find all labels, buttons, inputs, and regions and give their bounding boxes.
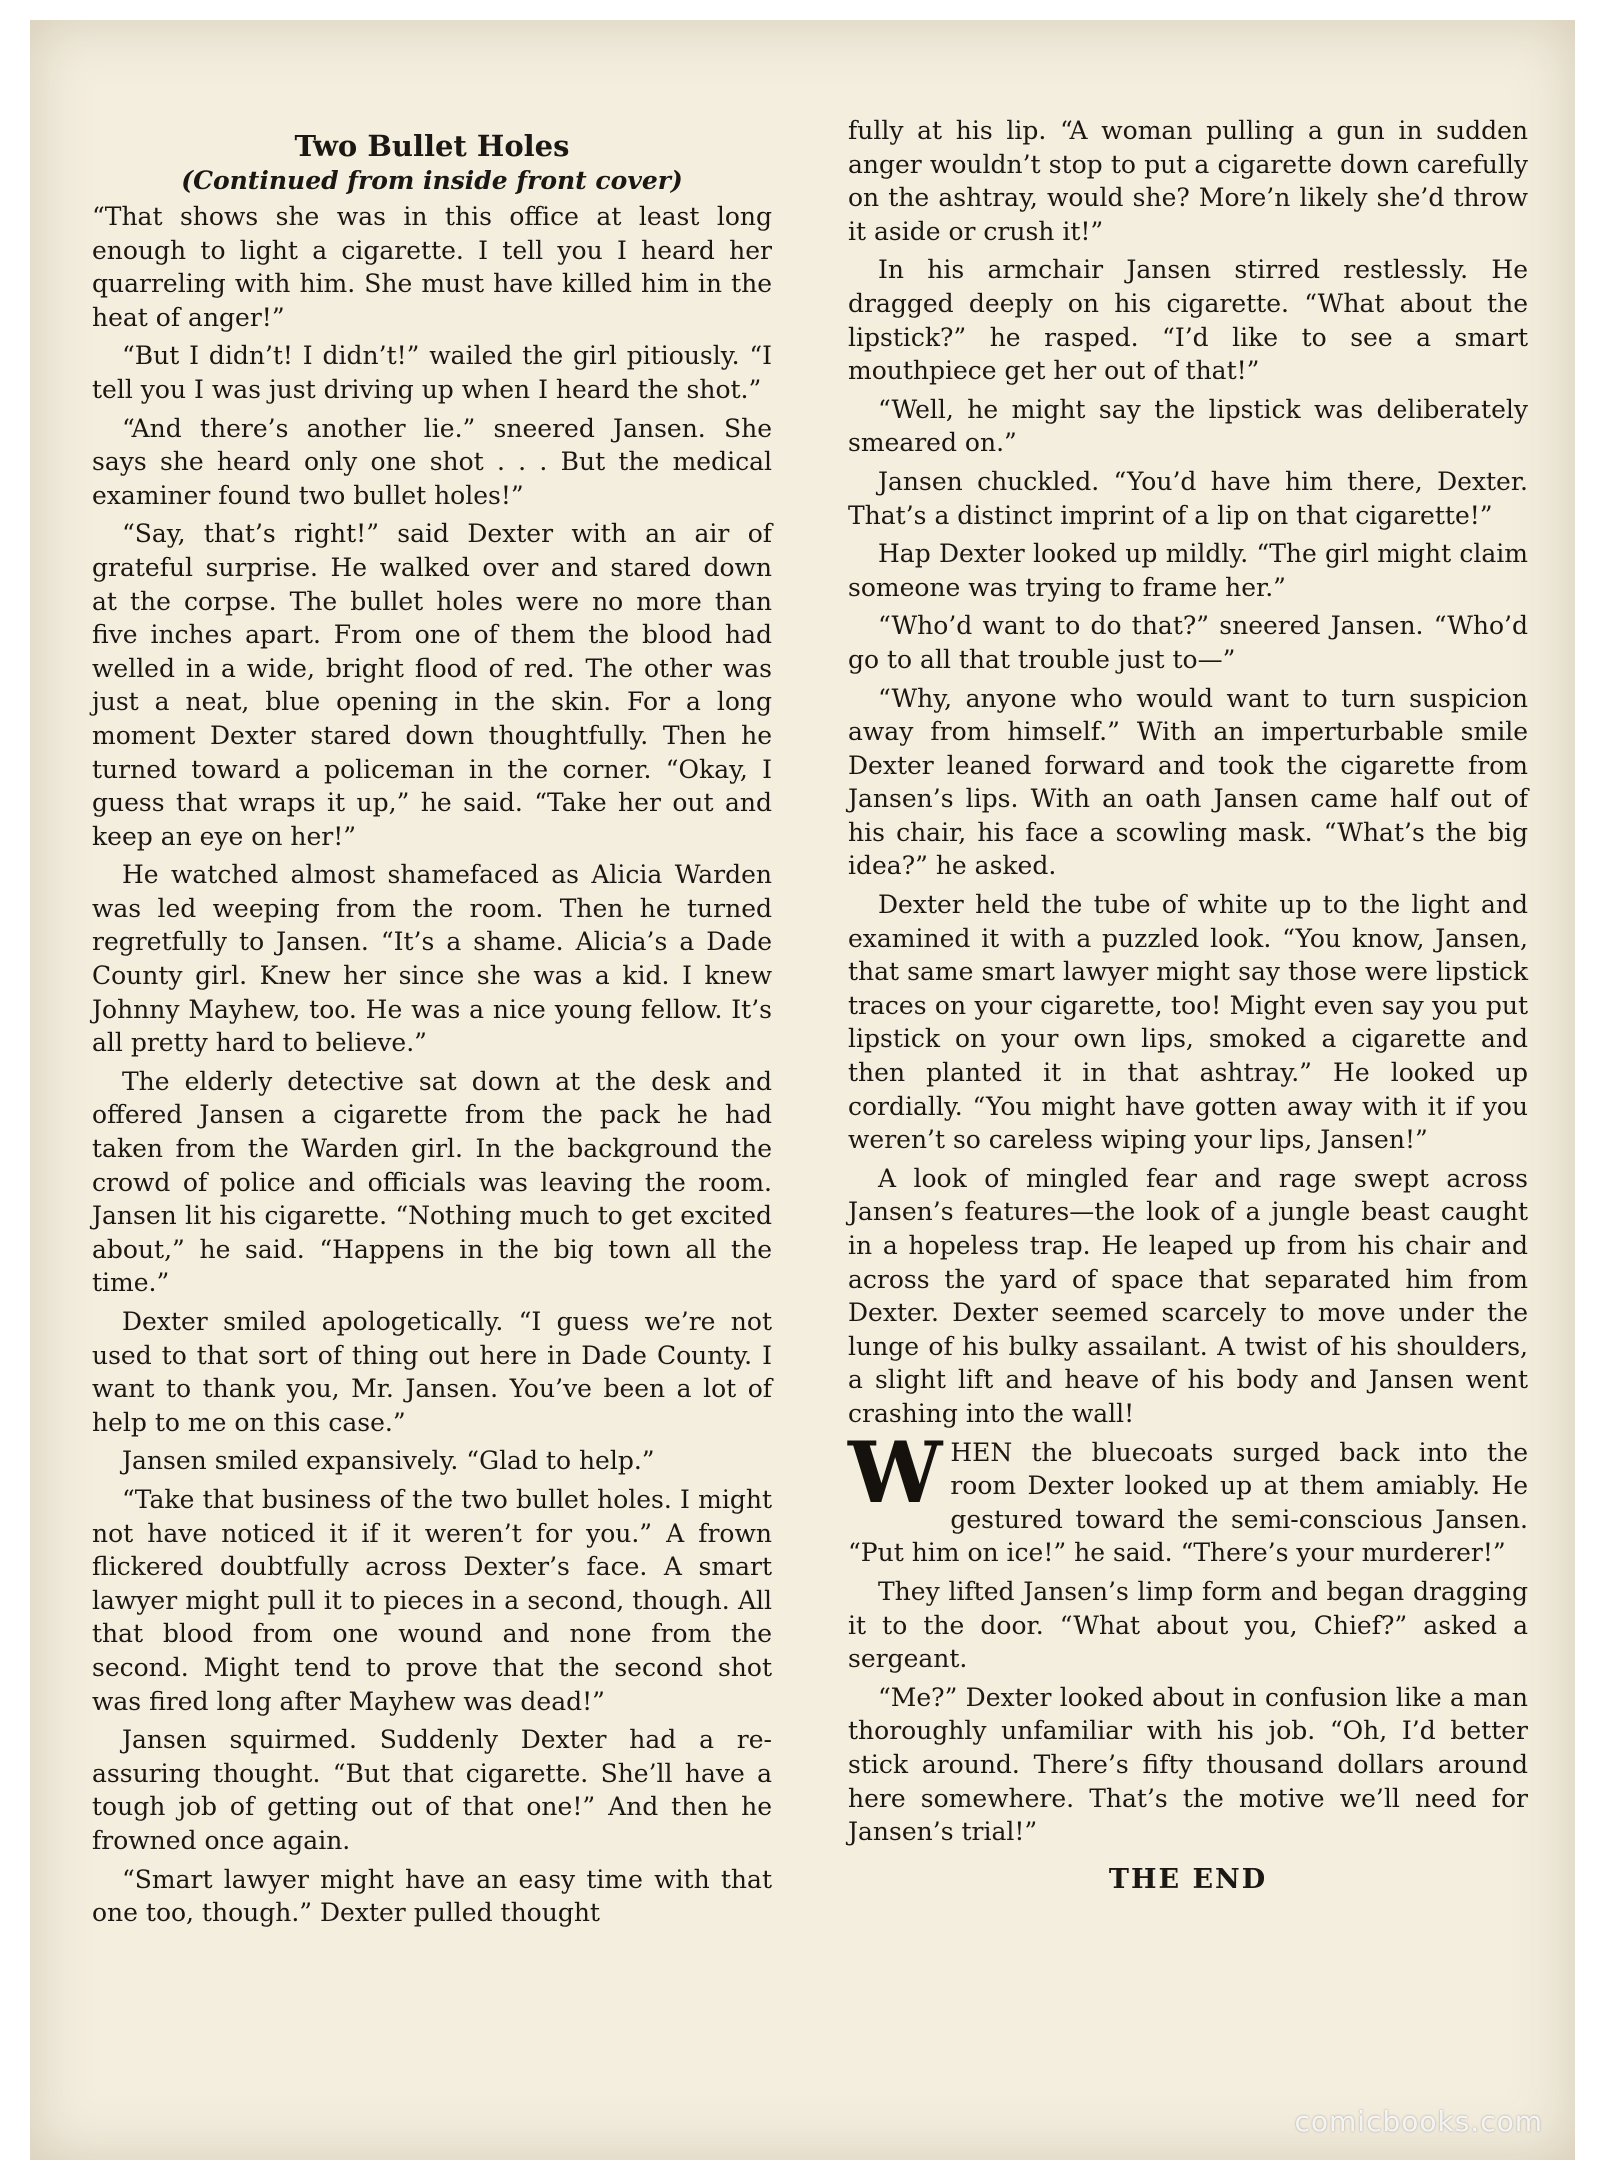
paragraph: “Why, anyone who would want to turn suspicion away from himself.” With an imperturbable smile Dexter leaned forward and took the cigarette from Jansen’s lips. With an oath Jansen came half out of his chair, his face a scowling mask. “What’s the big idea?” he asked.	[848, 683, 1528, 881]
paragraph: Jansen chuckled. “You’d have him there, Dexter. That’s a distinct imprint of a lip on that cigarette!”	[848, 466, 1528, 530]
paragraph: A look of mingled fear and rage swept across Jansen’s features—the look of a jungle beast caught in a hopeless trap. He leaped up from his chair and across the yard of space that separated him from Dexter. Dexter seemed scarcely to move under the lunge of his bulky assailant. A twist of his shoulders, a slight lift and heave of his body and Jansen went crashing into the wall!	[848, 1163, 1528, 1428]
section-opening-paragraph	[848, 1422, 1528, 1570]
story-subtitle: (Continued from inside front cover)	[181, 166, 683, 195]
magazine-page	[30, 20, 1575, 2160]
paragraph: “Smart lawyer might have an easy time with that one too, though.” Dexter pulled thought	[92, 1864, 772, 1928]
drop-cap: W	[848, 1422, 943, 1522]
paragraph: Jansen squirmed. Suddenly Dexter had a reassuring thought. “But that cigarette. She’ll have a tough job of getting out of that one!” And then he frowned once again.	[92, 1725, 772, 1855]
paragraph: He watched almost shamefaced as Alicia Warden was led weeping from the room. Then he turned regretfully to Jansen. “It’s a shame. Alicia’s a Dade County girl. Knew her since she was a kid. I knew Johnny Mayhew, too. He was a nice young fellow. It’s all pretty hard to believe.”	[92, 860, 772, 1058]
paragraph: “But I didn’t! I didn’t!” wailed the girl pitiously. “I tell you I was just driving up when I heard the shot.”	[92, 341, 772, 404]
paragraph: Hap Dexter looked up mildly. “The girl might claim someone was trying to frame her.”	[848, 539, 1528, 602]
left-column	[92, 110, 772, 1935]
paragraph: They lifted Jansen’s limp form and began dragging it to the door. “What about you, Chief?” asked a sergeant.	[848, 1576, 1528, 1674]
paragraph: “And there’s another lie.” sneered Jansen. She says she heard only one shot . . . But the medical examiner found two bullet holes!”	[92, 413, 772, 510]
paragraph: Jansen smiled expansively. “Glad to help.”	[122, 1446, 655, 1476]
paragraph: “Who’d want to do that?” sneered Jansen. “Who’d go to all that trouble just to—”	[848, 611, 1528, 674]
paragraph: Dexter smiled apologetically. “I guess we’re not used to that sort of thing out here in Dade County. I want to thank you, Mr. Jansen. You’ve been a lot of help to me on this case.”	[92, 1307, 772, 1437]
paragraph: In his armchair Jansen stirred restlessly. He dragged deeply on his cigarette. “What about the lipstick?” he rasped. “I’d like to see a smart mouthpiece get her out of that!”	[848, 255, 1528, 386]
site-watermark: comicbooks.com	[1294, 2105, 1543, 2138]
the-end-label: THE END	[1108, 1863, 1268, 1895]
paragraph: “Me?” Dexter looked about in confusion like a man thoroughly unfamiliar with his job. “Oh, I’d better stick around. There’s fifty thousand dollars around here somewhere. That’s the motive we’ll need for Jansen’s trial!”	[848, 1682, 1528, 1847]
section-opening-text: HEN the bluecoats surged back into the room Dexter looked up at them amiably. He gestured toward the semi-conscious Jansen. “Put him on ice!” he said. “There’s your murderer!”	[848, 1437, 1528, 1568]
right-column	[848, 114, 1528, 1896]
paragraph: The elderly detective sat down at the desk and offered Jansen a cigarette from the pack he had taken from the Warden girl. In the background the crowd of police and officials was leaving the room. Jansen lit his cigarette. “Nothing much to get excited about,” he said. “Happens in the big town all the time.”	[92, 1066, 772, 1298]
paragraph: fully at his lip. “A woman pulling a gun in sudden anger wouldn’t stop to put a cigarette down carefully on the ashtray, would she? More’n likely she’d throw it aside or crush it!”	[848, 116, 1528, 246]
paragraph: “Well, he might say the lipstick was deliberately smeared on.”	[848, 394, 1528, 458]
paragraph: “Say, that’s right!” said Dexter with an air of grateful surprise. He walked over and stared down at the corpse. The bullet holes were no more than five inches apart. From one of them the blood had welled in a wide, bright flood of red. The other was just a neat, blue opening in the skin. For a long moment Dexter stared down thoughtfully. Then he turned toward a policeman in the corner. “Okay, I guess that wraps it up,” he said. “Take her out and keep an eye on her!”	[92, 519, 772, 851]
paragraph: Dexter held the tube of white up to the light and examined it with a puzzled look. “You know, Jansen, that same smart lawyer might say those were lipstick traces on your cigarette, too! Might even say you put lipstick on your own lips, smoked a cigarette and then planted it in that ashtray.” He looked up cordially. “You might have gotten away with it if you weren’t so careless wiping your lips, Jansen!”	[848, 890, 1528, 1155]
story-title: Two Bullet Holes	[294, 129, 570, 163]
paragraph: “That shows she was in this office at least long enough to light a cigarette. I tell you I heard her quarreling with him. She must have killed him in the heat of anger!”	[92, 202, 772, 332]
paragraph: “Take that business of the two bullet holes. I might not have noticed it if it weren’t for you.” A frown flickered doubtfully across Dexter’s face. A smart lawyer might pull it to pieces in a second, though. All that blood from one wound and none from the second. Might tend to prove that the second shot was fired long after Mayhew was dead!”	[92, 1484, 772, 1716]
